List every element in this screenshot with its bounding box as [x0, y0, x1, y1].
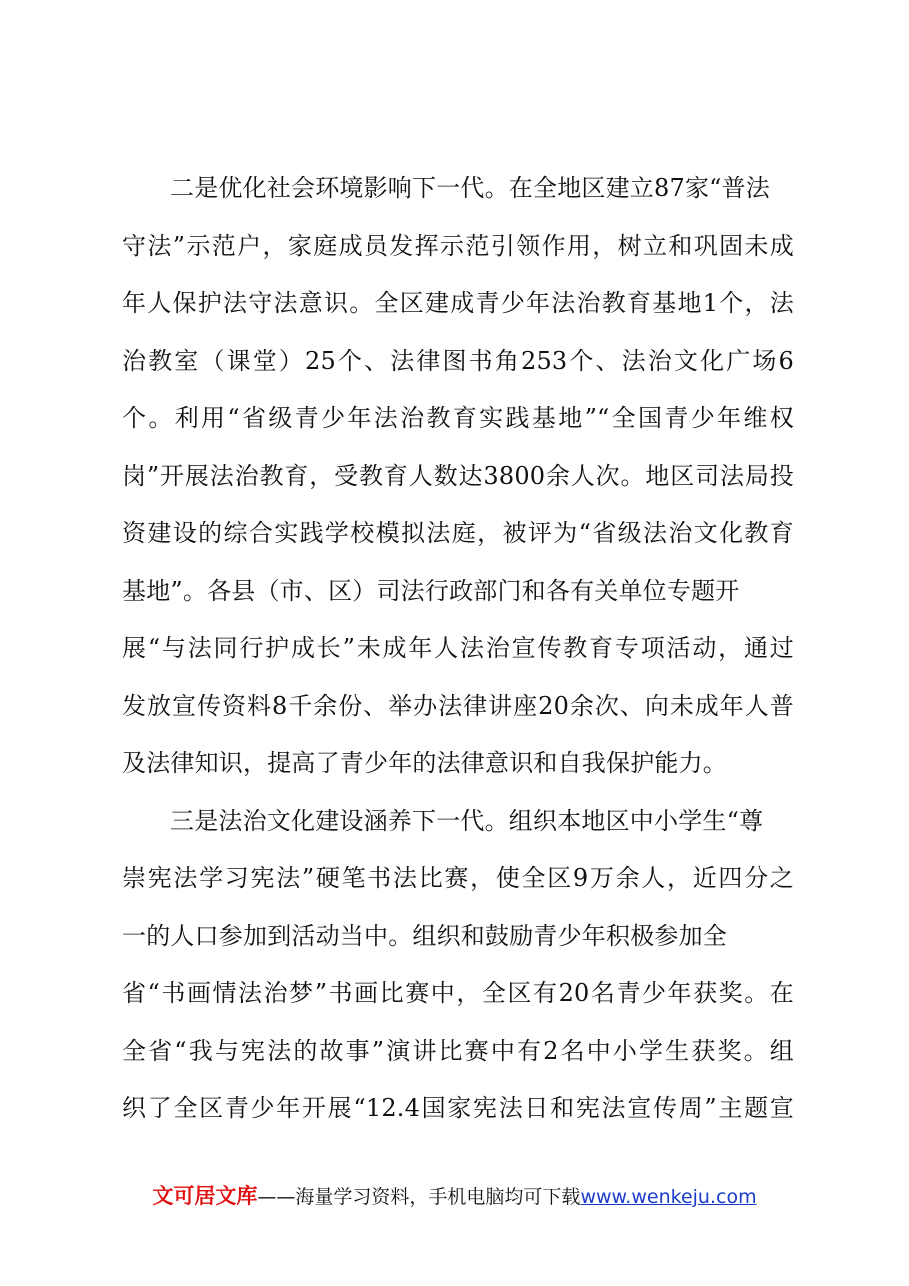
paragraph-line: 资建设的综合实践学校模拟法庭，被评为“省级法治文化教育: [122, 519, 794, 547]
footer-link[interactable]: www.wenkeju.com: [580, 1186, 757, 1208]
paragraph-line: 二是优化社会环境影响下一代。在全地区建立87家“普法: [170, 174, 771, 202]
paragraph-line: 年人保护法守法意识。全区建成青少年法治教育基地1个，法: [122, 289, 794, 317]
paragraph-line: 治教室（课堂）25个、法律图书角253个、法治文化广场6: [122, 346, 794, 375]
paragraph-line: 岗”开展法治教育，受教育人数达3800余人次。地区司法局投: [122, 461, 794, 490]
paragraph-line: 省“书画情法治梦”书画比赛中，全区有20名青少年获奖。在: [122, 979, 794, 1007]
footer-dash: ——: [257, 1186, 296, 1208]
footer-brand: 文可居文库: [152, 1184, 258, 1208]
document-body: [122, 160, 794, 1138]
paragraph-line: 发放宣传资料8千余份、举办法律讲座20余次、向未成年人普: [122, 691, 794, 720]
footer-banner: [0, 1180, 909, 1210]
paragraph-line: 及法律知识，提高了青少年的法律意识和自我保护能力。: [122, 749, 727, 777]
paragraph-line: 守法”示范户，家庭成员发挥示范引领作用，树立和巩固未成: [122, 231, 794, 260]
paragraph-line: 三是法治文化建设涵养下一代。组织本地区中小学生“尊: [170, 806, 764, 835]
paragraph-line: 基地”。各县（市、区）司法行政部门和各有关单位专题开: [122, 576, 740, 605]
paragraph-line: 织了全区青少年开展“12.4国家宪法日和宪法宣传周”主题宣: [122, 1094, 794, 1122]
paragraph-line: 个。利用“省级青少年法治教育实践基地”“全国青少年维权: [122, 404, 794, 432]
paragraph-line: 一的人口参加到活动当中。组织和鼓励青少年积极参加全: [122, 921, 727, 950]
paragraph-line: 展“与法同行护成长”未成年人法治宣传教育专项活动，通过: [122, 634, 794, 662]
paragraph-line: 崇宪法学习宪法”硬笔书法比赛，使全区9万余人，近四分之: [122, 864, 794, 892]
footer-slogan: 海量学习资料，手机电脑均可下载: [295, 1186, 581, 1208]
paragraph-line: 全省“我与宪法的故事”演讲比赛中有2名中小学生获奖。组: [122, 1036, 794, 1065]
